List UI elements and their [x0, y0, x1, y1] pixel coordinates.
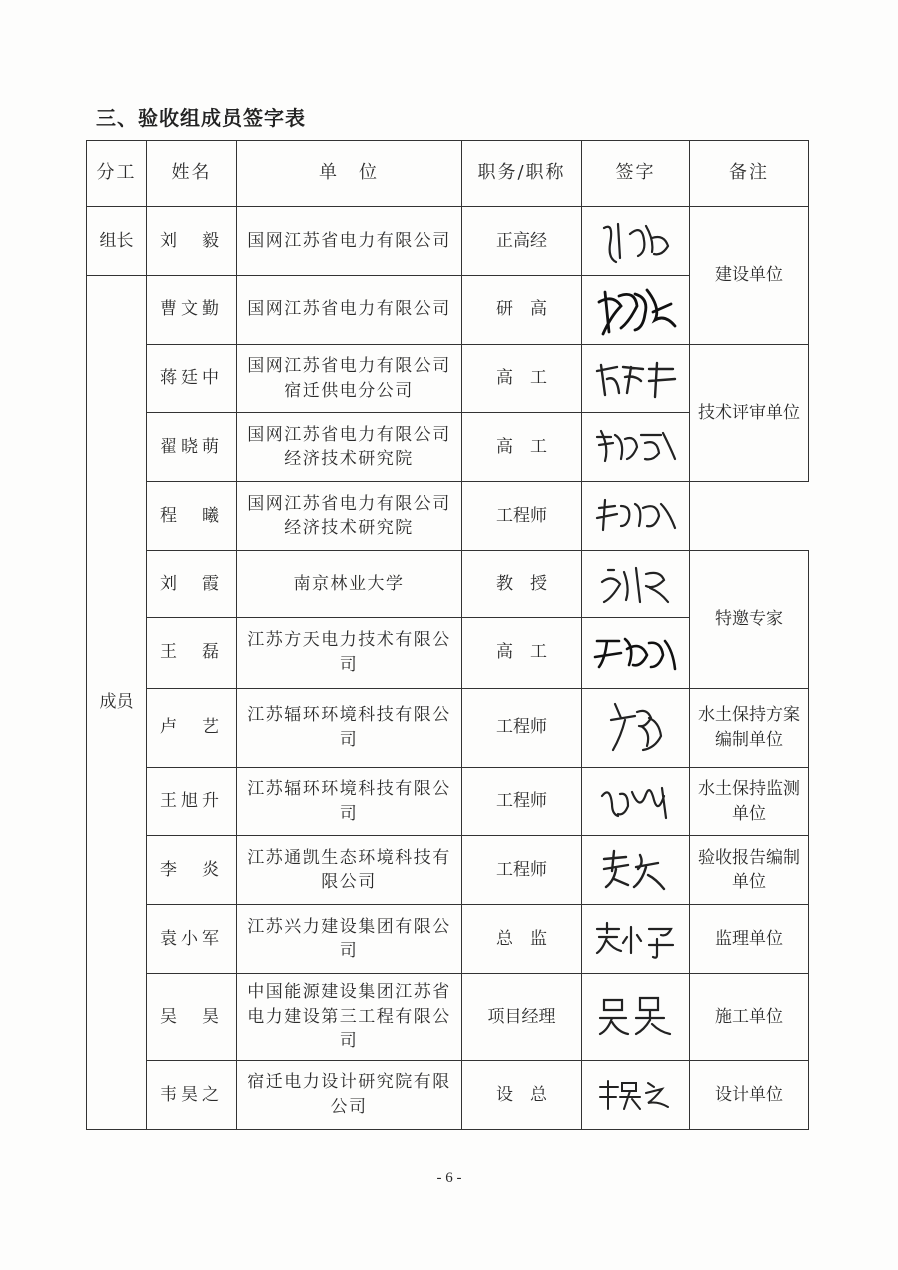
member-name: 吴 昊 — [147, 974, 237, 1061]
handwritten-signature — [582, 688, 690, 767]
member-title: 总 监 — [462, 905, 582, 974]
member-title: 正高经 — [462, 207, 582, 276]
member-title: 高 工 — [462, 344, 582, 413]
table-row — [87, 767, 809, 836]
member-name: 刘 毅 — [147, 207, 237, 276]
signature-table — [86, 140, 809, 1130]
handwritten-signature — [582, 1061, 690, 1130]
member-unit: 江苏辐环环境科技有限公司 — [237, 688, 462, 767]
table-row — [87, 551, 809, 618]
member-name: 翟晓萌 — [147, 413, 237, 482]
member-name: 刘 霞 — [147, 551, 237, 618]
member-name: 卢 艺 — [147, 688, 237, 767]
member-unit: 宿迁电力设计研究院有限公司 — [237, 1061, 462, 1130]
member-title: 设 总 — [462, 1061, 582, 1130]
header-role: 分工 — [87, 141, 147, 207]
remark-contractor: 施工单位 — [690, 974, 809, 1061]
member-unit: 江苏辐环环境科技有限公司 — [237, 767, 462, 836]
member-unit: 国网江苏省电力有限公司经济技术研究院 — [237, 413, 462, 482]
member-unit: 中国能源建设集团江苏省电力建设第三工程有限公司 — [237, 974, 462, 1061]
role-leader: 组长 — [87, 207, 147, 276]
remark-construction: 建设单位 — [690, 207, 809, 345]
member-unit: 江苏兴力建设集团有限公司 — [237, 905, 462, 974]
remark-soil-plan: 水土保持方案编制单位 — [690, 688, 809, 767]
member-title: 研 高 — [462, 275, 582, 344]
table-row — [87, 974, 809, 1061]
header-unit: 单 位 — [237, 141, 462, 207]
header-title: 职务/职称 — [462, 141, 582, 207]
remark-tech-review: 技术评审单位 — [690, 344, 809, 482]
remark-supervision: 监理单位 — [690, 905, 809, 974]
remark-design: 设计单位 — [690, 1061, 809, 1130]
handwritten-signature — [582, 836, 690, 905]
member-name: 袁小军 — [147, 905, 237, 974]
handwritten-signature — [582, 207, 690, 276]
member-unit: 国网江苏省电力有限公司宿迁供电分公司 — [237, 344, 462, 413]
handwritten-signature — [582, 551, 690, 618]
member-title: 工程师 — [462, 767, 582, 836]
table-header-row — [87, 141, 809, 207]
remark-expert: 特邀专家 — [690, 551, 809, 689]
table-row — [87, 1061, 809, 1130]
header-remark: 备注 — [690, 141, 809, 207]
member-name: 蒋廷中 — [147, 344, 237, 413]
member-title: 工程师 — [462, 688, 582, 767]
member-unit: 江苏通凯生态环境科技有限公司 — [237, 836, 462, 905]
header-name: 姓名 — [147, 141, 237, 207]
table-row — [87, 836, 809, 905]
handwritten-signature — [582, 617, 690, 688]
handwritten-signature — [582, 905, 690, 974]
member-title: 高 工 — [462, 413, 582, 482]
handwritten-signature — [582, 767, 690, 836]
remark-report: 验收报告编制单位 — [690, 836, 809, 905]
handwritten-signature — [582, 275, 690, 344]
member-unit: 南京林业大学 — [237, 551, 462, 618]
member-name: 王旭升 — [147, 767, 237, 836]
member-title: 高 工 — [462, 617, 582, 688]
header-signature: 签字 — [582, 141, 690, 207]
table-row — [87, 344, 809, 413]
member-unit: 国网江苏省电力有限公司 — [237, 207, 462, 276]
member-name: 李 炎 — [147, 836, 237, 905]
table-row — [87, 207, 809, 276]
member-title: 项目经理 — [462, 974, 582, 1061]
page-number: - 6 - — [436, 1170, 462, 1186]
role-member: 成员 — [87, 275, 147, 1129]
member-title: 工程师 — [462, 836, 582, 905]
member-title: 工程师 — [462, 482, 582, 551]
handwritten-signature — [582, 974, 690, 1061]
member-name: 王 磊 — [147, 617, 237, 688]
handwritten-signature — [582, 482, 690, 551]
remark-soil-monitor: 水土保持监测单位 — [690, 767, 809, 836]
member-name: 程 曦 — [147, 482, 237, 551]
handwritten-signature — [582, 344, 690, 413]
table-row — [87, 482, 809, 551]
table-row — [87, 905, 809, 974]
member-unit: 江苏方天电力技术有限公司 — [237, 617, 462, 688]
member-name: 韦昊之 — [147, 1061, 237, 1130]
table-row — [87, 688, 809, 767]
member-unit: 国网江苏省电力有限公司 — [237, 275, 462, 344]
member-title: 教 授 — [462, 551, 582, 618]
member-unit: 国网江苏省电力有限公司经济技术研究院 — [237, 482, 462, 551]
member-name: 曹文勤 — [147, 275, 237, 344]
handwritten-signature — [582, 413, 690, 482]
page-heading: 三、验收组成员签字表 — [96, 106, 306, 130]
